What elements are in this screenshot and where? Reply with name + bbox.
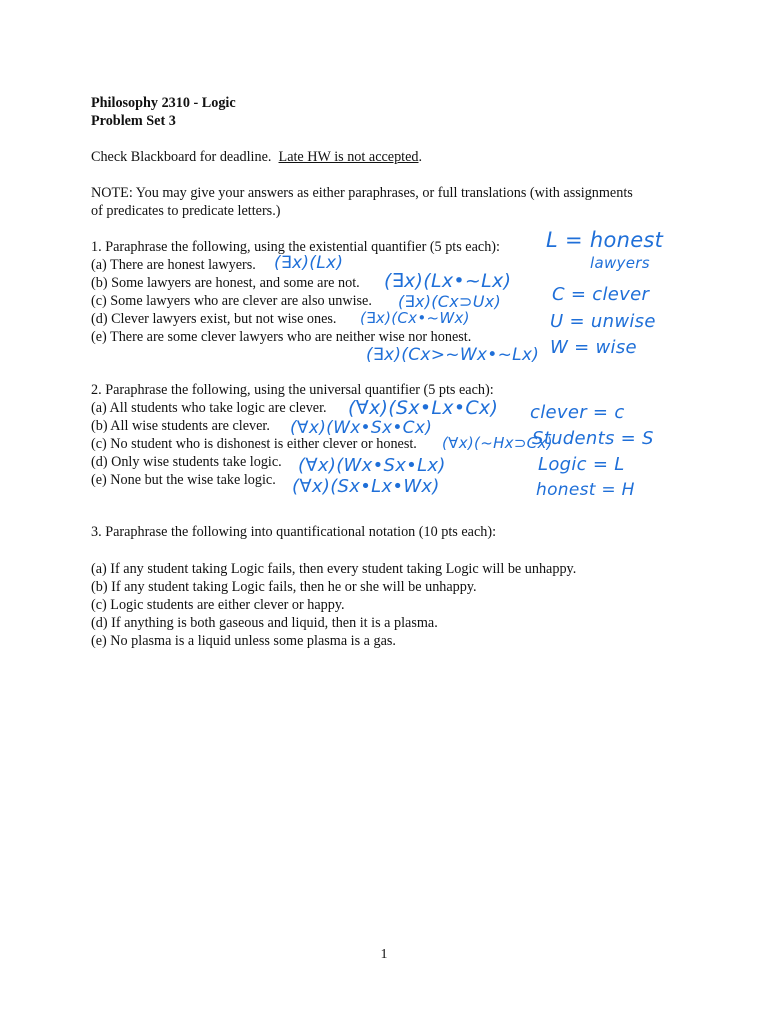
course-title: Philosophy 2310 - Logic bbox=[91, 95, 236, 111]
deadline-text: Check Blackboard for deadline. bbox=[91, 149, 272, 165]
q1-item-b: (b) Some lawyers are honest, and some are not. bbox=[91, 275, 360, 291]
page-number: 1 bbox=[380, 947, 388, 962]
q3-item-b: (b) If any student taking Logic fails, then he or she will be unhappy. bbox=[91, 579, 477, 595]
handwritten-key-honest: honest = H bbox=[536, 480, 635, 500]
q1-item-c: (c) Some lawyers who are clever are also unwise. bbox=[91, 293, 372, 309]
problem-set-title: Problem Set 3 bbox=[91, 113, 176, 129]
q2-title: 2. Paraphrase the following, using the universal quantifier (5 pts each): bbox=[91, 382, 494, 398]
handwritten-answer-2c: (∀x)(~Hx⊃Cx) bbox=[442, 434, 553, 452]
q2-item-a: (a) All students who take logic are clever. bbox=[91, 400, 327, 416]
note-line-1: NOTE: You may give your answers as either paraphrases, or full translations (with assignments bbox=[91, 185, 633, 201]
handwritten-key-students: Students = S bbox=[532, 428, 654, 449]
handwritten-key-clever: clever = c bbox=[530, 402, 625, 423]
handwritten-answer-1b: (∃x)(Lx•~Lx) bbox=[384, 270, 512, 292]
q3-item-c: (c) Logic students are either clever or happy. bbox=[91, 597, 345, 613]
handwritten-answer-1e: (∃x)(Cx>~Wx•~Lx) bbox=[366, 345, 540, 365]
q1-item-d: (d) Clever lawyers exist, but not wise ones. bbox=[91, 311, 337, 327]
q2-item-c: (c) No student who is dishonest is either clever or honest. bbox=[91, 436, 417, 452]
handwritten-answer-2e: (∀x)(Sx•Lx•Wx) bbox=[292, 476, 440, 497]
handwritten-answer-1a: (∃x)(Lx) bbox=[274, 253, 344, 273]
note-line-2: of predicates to predicate letters.) bbox=[91, 203, 281, 219]
q1-item-e: (e) There are some clever lawyers who are neither wise nor honest. bbox=[91, 329, 472, 345]
late-hw-text: Late HW is not accepted bbox=[278, 149, 419, 165]
handwritten-answer-1c: (∃x)(Cx⊃Ux) bbox=[398, 292, 502, 311]
handwritten-key-w: W = wise bbox=[550, 337, 637, 358]
handwritten-key-l: L = honest bbox=[546, 228, 664, 252]
handwritten-key-lawyers: lawyers bbox=[590, 254, 650, 272]
q3-item-d: (d) If anything is both gaseous and liquid, then it is a plasma. bbox=[91, 615, 438, 631]
q2-item-b: (b) All wise students are clever. bbox=[91, 418, 270, 434]
deadline-period: . bbox=[418, 149, 423, 165]
handwritten-answer-2a: (∀x)(Sx•Lx•Cx) bbox=[348, 397, 499, 419]
handwritten-key-c: C = clever bbox=[552, 284, 650, 305]
handwritten-key-logic: Logic = L bbox=[538, 454, 625, 475]
handwritten-answer-1d: (∃x)(Cx•~Wx) bbox=[360, 309, 470, 327]
deadline-line bbox=[91, 148, 422, 166]
q2-item-d: (d) Only wise students take logic. bbox=[91, 454, 282, 470]
handwritten-answer-2d: (∀x)(Wx•Sx•Lx) bbox=[298, 455, 446, 476]
q3-item-a: (a) If any student taking Logic fails, then every student taking Logic will be unhappy. bbox=[91, 561, 577, 577]
handwritten-answer-2b: (∀x)(Wx•Sx•Cx) bbox=[290, 418, 433, 438]
q3-item-e: (e) No plasma is a liquid unless some plasma is a gas. bbox=[91, 633, 396, 649]
q1-item-a: (a) There are honest lawyers. bbox=[91, 257, 256, 273]
q1-title: 1. Paraphrase the following, using the existential quantifier (5 pts each): bbox=[91, 239, 500, 255]
q2-item-e: (e) None but the wise take logic. bbox=[91, 472, 276, 488]
handwritten-key-u: U = unwise bbox=[550, 311, 656, 332]
q3-title: 3. Paraphrase the following into quantificational notation (10 pts each): bbox=[91, 524, 497, 540]
